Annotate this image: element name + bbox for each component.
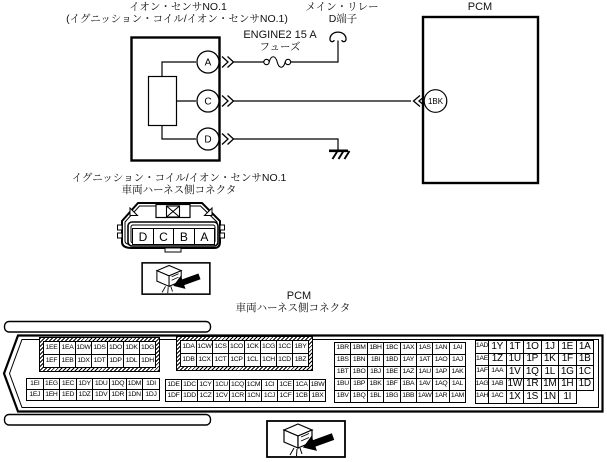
pin-cell-1BR: 1BR [334,342,351,355]
pin-cell-1DU: 1DU [92,378,110,390]
pin-cell-1AV: 1AV [416,378,433,391]
pin-cell-1AI: 1AI [449,342,466,355]
pin-cell-1CY: 1CY [197,379,214,391]
pin-cell-1BL: 1BL [367,390,384,403]
pin-row [475,340,594,354]
pin-cell-1O: 1O [523,340,542,354]
pin-row [43,341,156,355]
pin-cell-1CX: 1CX [196,353,213,367]
pin-cell-1C: 1C [576,365,595,379]
fuse-right-terminal [285,59,290,64]
pin-cell-1DH: 1DH [139,354,156,368]
pin-cell-1BA: 1BA [400,378,417,391]
pin-cell-1CZ: 1CZ [197,390,214,402]
pin-cell-1I: 1I [558,390,577,404]
pin-cell-C: C [153,228,175,245]
pin-cell-D: D [132,228,154,245]
main-relay-title: メイン・リレー [305,1,379,13]
ion-sensor-subtitle: (イグニッション・コイル/イオン・センサNO.1) [66,13,288,25]
pin-cell-1CP: 1CP [228,353,245,367]
pin-cell-1CC: 1CC [276,340,293,354]
pin-cell-1CW: 1CW [196,340,213,354]
pin-cell-1AM: 1AM [449,390,466,403]
pin-cell-1AG: 1AG [475,378,489,392]
pcm-block2-upper [176,336,313,371]
pcm-block4 [475,340,594,404]
pin-cell-1BB: 1BB [400,390,417,403]
terminal-a-label: A [204,57,212,69]
pin-cell-1F: 1F [558,353,577,367]
pin-cell-1BE: 1BE [383,366,400,379]
pin-cell-1EH: 1EH [43,389,61,401]
pin-cell-1DZ: 1DZ [76,389,94,401]
pin-cell-1BQ: 1BQ [350,390,367,403]
pin-cell-1U: 1U [506,353,525,367]
pin-cell-1AY: 1AY [400,354,417,367]
pin-cell-1AZ: 1AZ [400,366,417,379]
pin-cell-1W: 1W [506,378,525,392]
pcm-block1-upper [39,337,160,372]
pin-cell-1BW: 1BW [309,379,326,391]
pin-cell-1AU: 1AU [416,366,433,379]
pin-cell-1EA: 1EA [59,341,76,355]
pin-cell-1K: 1K [541,353,560,367]
main-relay-terminal: D端子 [328,13,358,25]
pin-row [165,390,326,402]
pcm-connector-subtitle: 車両ハーネス側コネクタ [235,302,351,314]
pin-cell-1BV: 1BV [334,390,351,403]
fuse-element [269,57,285,68]
pin-cell-1H: 1H [558,378,577,392]
pin-cell-1DX: 1DX [75,354,92,368]
pin-cell-1BZ: 1BZ [292,353,309,367]
pin-cell-1M: 1M [541,378,560,392]
pin-cell-1AL: 1AL [449,378,466,391]
pin-row [334,390,466,403]
pin-cell-1DS: 1DS [91,341,108,355]
pin-cell-1CS: 1CS [212,340,229,354]
pin-cell-1DO: 1DO [107,341,124,355]
coil-connector-title: イグニッション・コイル/イオン・センサNO.1 [71,172,287,184]
relay-coil-symbol [330,32,346,42]
pin-cell-1CT: 1CT [212,353,229,367]
pin-cell-1L: 1L [541,365,560,379]
pin-cell-1Z: 1Z [488,353,507,367]
pin-cell-1EB: 1EB [59,354,76,368]
pin-cell-1DV: 1DV [92,389,110,401]
pin-cell-1DB: 1DB [180,353,197,367]
lock-x-icon [167,206,180,217]
pin-cell-1B: 1B [576,353,595,367]
pin-cell-1DI: 1DI [142,378,160,390]
pin-cell-1CF: 1CF [277,390,294,402]
pin-cell-1EJ: 1EJ [26,389,44,401]
terminal-c-label: C [204,96,212,108]
connector-view-icon [141,262,211,295]
pin-cell-1CO: 1CO [228,340,245,354]
pcm-connector-title: PCM [286,290,312,302]
pin-cell-1CN: 1CN [245,390,262,402]
pin-cell-1DJ: 1DJ [142,389,160,401]
pin-cell-1DC: 1DC [181,379,198,391]
pin-cell-1EE: 1EE [43,341,60,355]
pin-cell-1BI: 1BI [367,354,384,367]
pin-cell-1G: 1G [558,365,577,379]
pin-cell-1AR: 1AR [432,390,449,403]
pin-cell-1DT: 1DT [91,354,108,368]
ground-icon [329,151,350,159]
coil-connector-subtitle: 車両ハーネス側コネクタ [121,184,237,196]
pin-cell-1CU: 1CU [213,379,230,391]
pin-cell-1DA: 1DA [180,340,197,354]
pin-cell-1AT: 1AT [416,354,433,367]
pcm-block1-lower [26,378,160,401]
pin-cell-1DG: 1DG [139,341,156,355]
bottom-notch [165,248,181,252]
pcm-terminal-label: 1BK [427,97,444,106]
pin-cell-1DL: 1DL [123,354,140,368]
pin-cell-1BN: 1BN [350,354,367,367]
pcm-block3 [334,342,466,403]
pin-cell-1AE: 1AE [475,353,489,367]
pin-row [132,228,215,245]
pin-cell-1DP: 1DP [107,354,124,368]
pin-row [475,353,594,367]
pin-cell-1BP: 1BP [350,378,367,391]
pin-row [180,340,309,354]
pin-cell-1CH: 1CH [260,353,277,367]
pin-cell-1A: 1A [576,340,595,354]
fuse-left-terminal [264,59,269,64]
pin-cell-1S: 1S [523,390,542,404]
pin-cell-1AC: 1AC [488,390,507,404]
pin-cell-1DE: 1DE [165,379,182,391]
pin-cell-1DY: 1DY [76,378,94,390]
pin-cell-1EC: 1EC [59,378,77,390]
pin-cell-1T: 1T [506,340,525,354]
pin-cell-1AH: 1AH [475,390,489,404]
pin-cell-1E: 1E [558,340,577,354]
pin-cell-1P: 1P [523,353,542,367]
pin-row [43,354,156,368]
pin-cell-1BG: 1BG [383,390,400,403]
pin-cell-1BF: 1BF [383,378,400,391]
pin-cell-1AO: 1AO [432,354,449,367]
pin-cell-1DD: 1DD [181,390,198,402]
pin-cell-1EF: 1EF [43,354,60,368]
pin-cell-1BK: 1BK [367,378,384,391]
fuse-name: ENGINE2 15 A [243,29,317,41]
pin-cell-1AK: 1AK [449,366,466,379]
pin-cell-1BU: 1BU [334,378,351,391]
pin-cell-1BO: 1BO [350,366,367,379]
pin-cell-1CG: 1CG [260,340,277,354]
pin-cell-1CI: 1CI [261,379,278,391]
coil-element-box [149,77,177,126]
wire-d [234,139,339,150]
fuse-word: フューズ [259,41,301,53]
pin-cell-1AX: 1AX [400,342,417,355]
pin-row [26,389,160,401]
pin-cell-1CK: 1CK [244,340,261,354]
coil-connector-pins [132,228,215,245]
ion-sensor-title: イオン・センサNO.1 [129,1,227,13]
pin-row [475,365,594,379]
pin-cell-1AP: 1AP [432,366,449,379]
pin-cell-1Y: 1Y [488,340,507,354]
pin-cell-1EG: 1EG [43,378,61,390]
pin-cell-1X: 1X [506,390,525,404]
pin-cell-1R: 1R [523,378,542,392]
pin-cell-1AF: 1AF [475,365,489,379]
pin-cell-1AQ: 1AQ [432,378,449,391]
pin-cell-1CE: 1CE [277,379,294,391]
pin-cell-1BM: 1BM [350,342,367,355]
pin-cell-1Q: 1Q [523,365,542,379]
chevron-out-icons [222,57,234,145]
pin-cell-1BS: 1BS [334,354,351,367]
pin-cell-1AN: 1AN [432,342,449,355]
pin-cell-1DM: 1DM [126,378,144,390]
pin-cell-1AS: 1AS [416,342,433,355]
connector-view-icon [266,420,346,458]
pin-cell-1CR: 1CR [229,390,246,402]
pcm-title: PCM [467,1,493,13]
pin-cell-1BY: 1BY [292,340,309,354]
pin-cell-A: A [194,228,216,245]
pin-cell-1BH: 1BH [367,342,384,355]
pin-cell-1AA: 1AA [488,365,507,379]
pin-cell-1CJ: 1CJ [261,390,278,402]
pin-cell-1BX: 1BX [309,390,326,402]
pin-cell-1BD: 1BD [383,354,400,367]
pin-cell-1CD: 1CD [276,353,293,367]
pin-cell-1EI: 1EI [26,378,44,390]
pin-cell-1CA: 1CA [293,379,310,391]
coil-connector-drawing [108,196,238,258]
pin-cell-1CQ: 1CQ [229,379,246,391]
pin-cell-B: B [173,228,195,245]
pin-cell-1DF: 1DF [165,390,182,402]
pin-row [180,353,309,367]
pin-cell-1BJ: 1BJ [367,366,384,379]
pin-cell-1CB: 1CB [293,390,310,402]
pin-cell-1DN: 1DN [126,389,144,401]
pcm-block2-lower [165,379,326,402]
pin-cell-1BC: 1BC [383,342,400,355]
pin-cell-1CM: 1CM [245,379,262,391]
top-rail-tab [5,322,211,333]
pin-cell-1DW: 1DW [75,341,92,355]
pin-cell-1CV: 1CV [213,390,230,402]
pin-row [475,390,594,404]
pin-cell-1D: 1D [576,378,595,392]
pin-cell-1AW: 1AW [416,390,433,403]
bottom-rail-tab [5,415,211,426]
pin-cell-1BT: 1BT [334,366,351,379]
pin-cell-1DQ: 1DQ [109,378,127,390]
pin-cell-1N: 1N [541,390,560,404]
terminal-d-label: D [204,134,212,146]
pin-cell-1AD: 1AD [475,340,489,354]
pin-cell-1AB: 1AB [488,378,507,392]
pin-cell-1DK: 1DK [123,341,140,355]
pin-cell-1ED: 1ED [59,389,77,401]
pin-cell-1J: 1J [541,340,560,354]
pin-cell-1AJ: 1AJ [449,354,466,367]
pin-cell-1DR: 1DR [109,389,127,401]
pin-row [475,378,594,392]
pin-cell-1V: 1V [506,365,525,379]
pin-cell-1CL: 1CL [244,353,261,367]
